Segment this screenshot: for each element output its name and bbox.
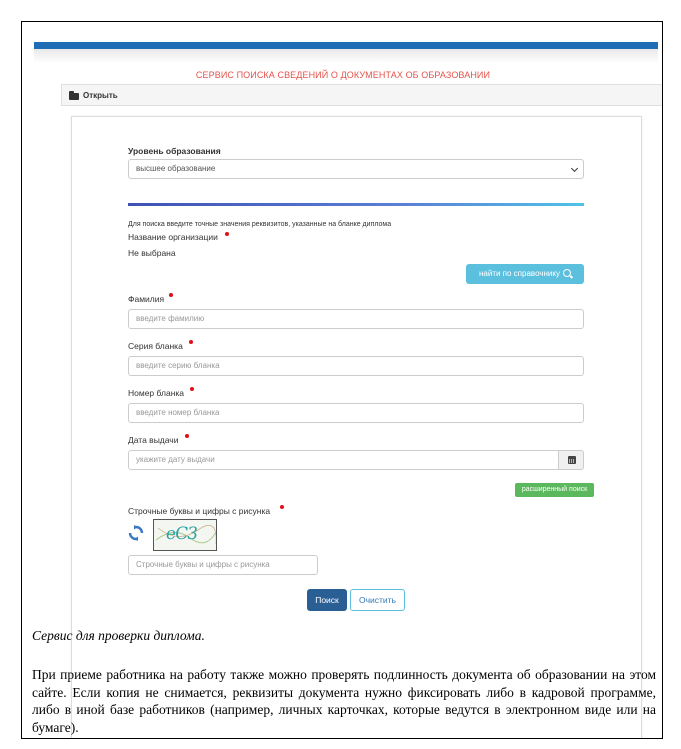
surname-input[interactable]: введите фамилию [128, 309, 584, 329]
search-icon [563, 269, 571, 277]
figure-caption: Сервис для проверки диплома. [32, 628, 205, 643]
captcha-label: Строчные буквы и цифры с рисунка [128, 506, 271, 516]
surname-label: Фамилия [128, 294, 165, 304]
calendar-button[interactable] [558, 450, 584, 470]
lookup-button-label: найти по справочнику [478, 269, 560, 278]
education-level-label: Уровень образования [128, 146, 221, 156]
calendar-icon [568, 456, 576, 464]
organization-value: Не выбрана [128, 248, 176, 258]
date-label: Дата выдачи [128, 435, 179, 445]
header-shadow [34, 49, 658, 63]
organization-label: Название организации [128, 232, 218, 242]
required-marker [189, 340, 193, 344]
clear-button[interactable]: Очистить [350, 589, 405, 611]
lookup-directory-button[interactable] [466, 264, 584, 284]
captcha-image [153, 519, 217, 551]
required-marker [185, 434, 189, 438]
captcha-input[interactable]: Строчные буквы и цифры с рисунка [128, 555, 318, 575]
education-level-select[interactable] [128, 159, 584, 179]
required-marker [225, 232, 229, 236]
number-label: Номер бланка [128, 388, 185, 398]
search-form-panel [71, 116, 642, 739]
number-input[interactable]: введите номер бланка [128, 403, 584, 423]
required-marker [190, 387, 194, 391]
search-hint: Для поиска введите точные значения реквизитов, указанные на бланке диплома [128, 221, 392, 228]
search-button[interactable]: Поиск [307, 589, 347, 611]
chevron-down-icon [571, 165, 578, 172]
section-divider [128, 203, 584, 206]
site-header-bar [34, 42, 658, 49]
captcha-text: eC3 [164, 524, 199, 544]
date-input[interactable]: укажите дату выдачи [128, 450, 559, 470]
series-input[interactable]: введите серию бланка [128, 356, 584, 376]
advanced-search-button[interactable]: расширенный поиск [515, 483, 594, 497]
panel-title: Открыть [83, 91, 118, 100]
body-paragraph: При приеме работника на работу также можно проверять подлинность документа об образовании на этом сайте. Если копия не снимается, реквизиты документа нужно фиксировать либо в кадровой программе, либо в иной базе работников (например, личных карточках, которые ведутся в электронном виде или на бумаге). [32, 667, 656, 735]
service-title: СЕРВИС ПОИСКА СВЕДЕНИЙ О ДОКУМЕНТАХ ОБ ОБРАЗОВАНИИ [195, 70, 491, 80]
education-level-value: высшее образование [136, 164, 216, 173]
required-marker [280, 505, 284, 509]
refresh-captcha-icon[interactable] [128, 525, 144, 541]
folder-open-icon [69, 93, 79, 100]
document-frame [21, 21, 663, 739]
required-marker [169, 293, 173, 297]
panel-header[interactable] [61, 84, 663, 106]
series-label: Серия бланка [128, 341, 183, 351]
